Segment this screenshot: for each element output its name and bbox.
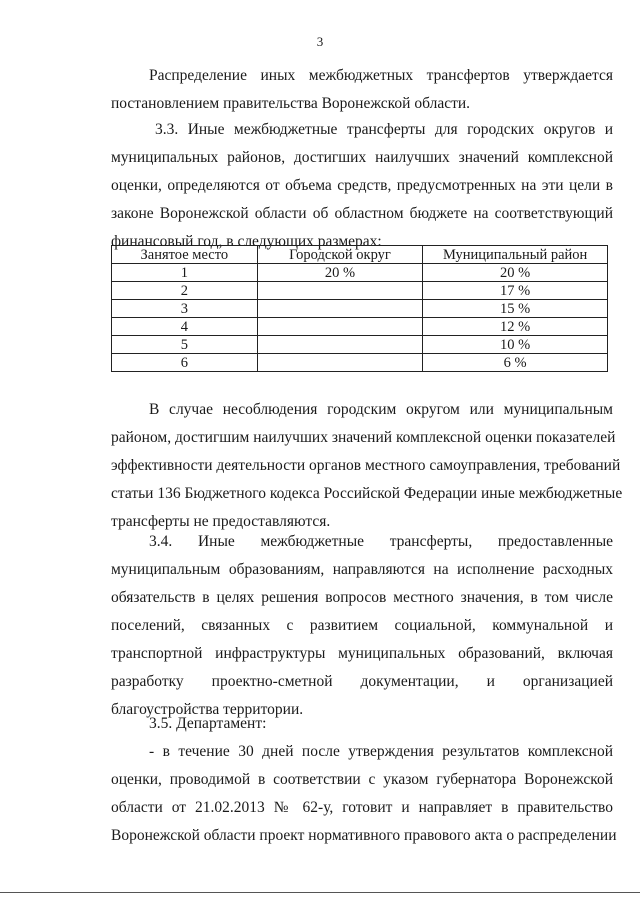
text-line: 3.3. Иные межбюджетные трансферты для городских округов и	[155, 121, 613, 138]
text-line: районом, достигшим наилучших значений комплексной оценки показателей	[111, 429, 616, 446]
text-line: поселений, связанных с развитием социальной, коммунальной и	[111, 617, 613, 634]
cell-city-district: 20 %	[257, 264, 423, 282]
cell-municipal-district: 15 %	[423, 300, 608, 318]
text-line: муниципальных районов, достигших наилучших значений комплексной	[111, 149, 613, 166]
text-line: транспортной инфраструктуры муниципальных образований, включая	[111, 645, 613, 662]
column-header-place: Занятое место	[112, 246, 258, 264]
cell-place: 4	[112, 318, 258, 336]
text-line: Распределение иных межбюджетных трансфертов утверждается	[149, 67, 613, 84]
cell-place: 5	[112, 336, 258, 354]
cell-city-district	[257, 354, 423, 372]
places-table	[111, 245, 608, 372]
cell-municipal-district: 12 %	[423, 318, 608, 336]
paragraph-department-duties	[111, 738, 617, 850]
text-line: законе Воронежской области об областном бюджете на соответствующий	[111, 205, 613, 222]
table-row	[112, 318, 608, 336]
table-row	[112, 336, 608, 354]
cell-place: 1	[112, 264, 258, 282]
column-header-city-district: Городской округ	[257, 246, 423, 264]
text-line: оценки, определяются от объема средств, предусмотренных на эти цели в	[111, 177, 613, 194]
text-line: обязательств в целях решения вопросов местного значения, в том числе	[111, 589, 613, 606]
paragraph-3-4	[111, 528, 613, 724]
paragraph-3-3	[111, 116, 613, 256]
text-line: постановлением правительства Воронежской области.	[111, 95, 471, 112]
table-row	[112, 300, 608, 318]
cell-place: 3	[112, 300, 258, 318]
cell-city-district	[257, 282, 423, 300]
text-line: - в течение 30 дней после утверждения результатов комплексной	[149, 743, 613, 760]
text-line: эффективности деятельности органов местного самоуправления, требований	[111, 457, 621, 474]
cell-city-district	[257, 300, 423, 318]
cell-municipal-district: 17 %	[423, 282, 608, 300]
text-line: 3.4. Иные межбюджетные трансферты, предоставленные	[149, 533, 613, 550]
cell-place: 6	[112, 354, 258, 372]
cell-city-district	[257, 336, 423, 354]
cell-municipal-district: 10 %	[423, 336, 608, 354]
table-row	[112, 264, 608, 282]
table-header-row	[112, 246, 608, 264]
table-row	[112, 354, 608, 372]
cell-municipal-district: 20 %	[423, 264, 608, 282]
text-line: разработку проектно-сметной документации, и организацией	[111, 673, 613, 690]
text-line: финансовый год, в следующих размерах:	[111, 233, 382, 250]
text-line: благоустройства территории.	[111, 701, 304, 718]
cell-municipal-district: 6 %	[423, 354, 608, 372]
text-line: Воронежской области проект нормативного правового акта о распределении	[111, 827, 617, 844]
paragraph-noncompliance	[111, 396, 623, 536]
paragraph-distribution	[111, 62, 613, 118]
column-header-municipal-district: Муниципальный район	[423, 246, 608, 264]
text-line: 3.5. Департамент:	[149, 715, 267, 732]
text-line: оценки, проводимой в соответствии с указом губернатора Воронежской	[111, 771, 613, 788]
text-line: трансферты не предоставляются.	[111, 513, 331, 530]
paragraph-3-5-heading	[111, 710, 613, 738]
text-line: муниципальным образованиям, направляются на исполнение расходных	[111, 561, 613, 578]
text-line: статьи 136 Бюджетного кодекса Российской Федерации иные межбюджетные	[111, 485, 623, 502]
table-row	[112, 282, 608, 300]
page-bottom-divider	[0, 892, 640, 893]
cell-place: 2	[112, 282, 258, 300]
text-line: области от 21.02.2013 № 62-у, готовит и направляет в правительство	[111, 799, 613, 816]
page-number: 3	[316, 34, 324, 49]
text-line: В случае несоблюдения городским округом или муниципальным	[149, 401, 613, 418]
cell-city-district	[257, 318, 423, 336]
